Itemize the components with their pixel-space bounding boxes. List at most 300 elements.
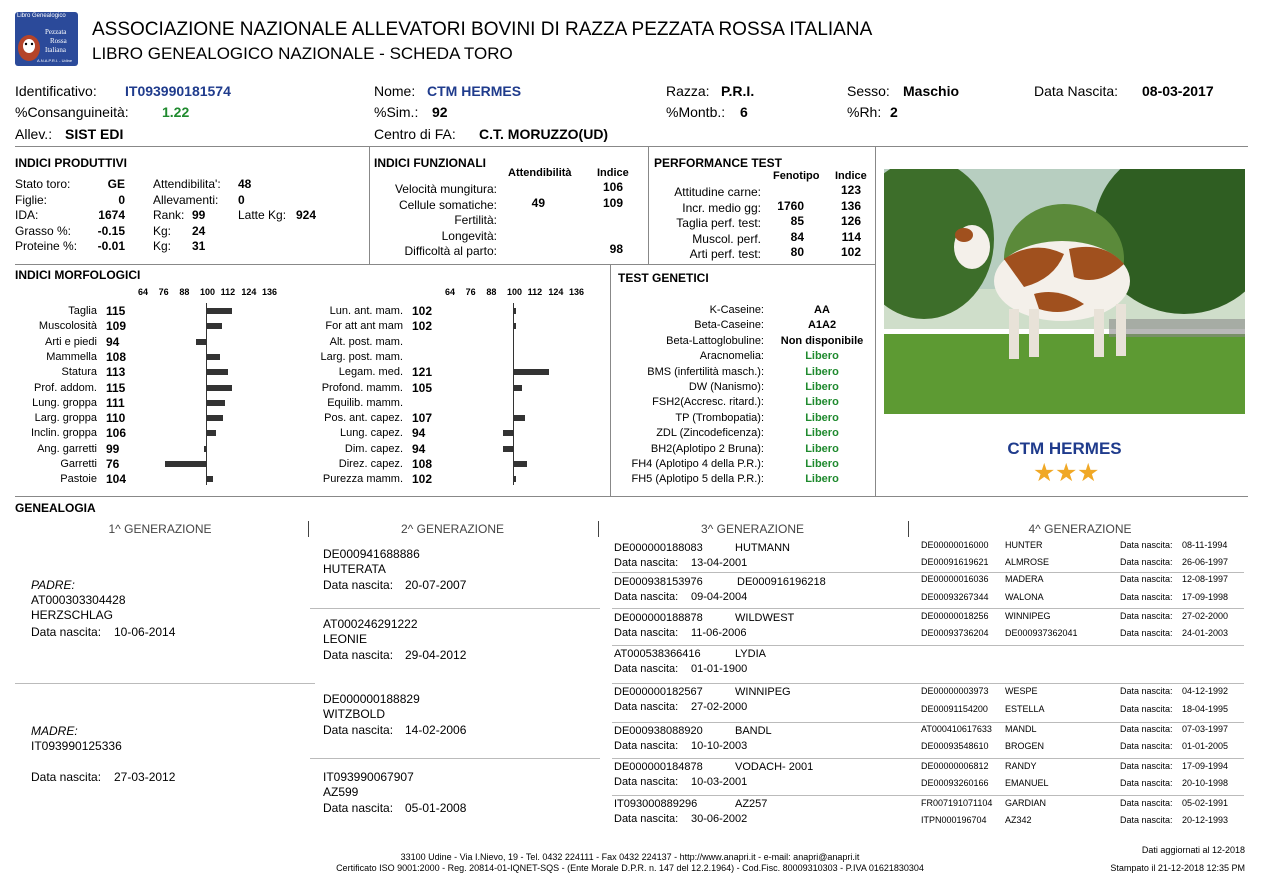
morph-label: Pastoie xyxy=(60,473,97,486)
g4-id: DE00000018256 xyxy=(921,611,989,621)
g4-date-label: Data nascita: xyxy=(1120,778,1173,788)
perf-title: PERFORMANCE TEST xyxy=(654,156,783,170)
g4-date: 04-12-1992 xyxy=(1182,686,1229,696)
morph-tick: 124 xyxy=(241,287,257,297)
morph-value: 94 xyxy=(412,426,426,441)
perf-indice: 136 xyxy=(840,198,861,213)
footer-address: 33100 Udine - Via I.Nievo, 19 - Tel. 0432 224111 - Fax 0432 224137 - http://www.anapri.it - e-mail: anapri@anapri.it xyxy=(400,852,860,862)
g3-date-label: Data nascita: xyxy=(614,627,679,639)
anapri-logo xyxy=(15,12,78,66)
genetic-value: Libero xyxy=(805,411,839,424)
g4-name: MANDL xyxy=(1005,724,1037,734)
nome-value: CTM HERMES xyxy=(427,83,522,99)
morph-value: 109 xyxy=(106,319,127,334)
perf-indice: 123 xyxy=(840,183,861,197)
centro-value: C.T. MORUZZO(UD) xyxy=(479,126,609,142)
genetic-label: Beta-Lattoglobuline: xyxy=(666,334,764,347)
morph-tick: 100 xyxy=(507,287,523,297)
sesso-label: Sesso: xyxy=(847,83,890,99)
g3-name: LYDIA xyxy=(735,648,766,660)
morph-tick: 100 xyxy=(200,287,216,297)
genetic-label: BMS (infertilità masch.): xyxy=(647,365,764,378)
morph-label: Equilib. mamm. xyxy=(327,396,403,409)
razza-label: Razza: xyxy=(666,83,710,99)
g4-date-label: Data nascita: xyxy=(1120,686,1173,696)
morph-bar xyxy=(206,476,213,482)
perf-fenotipo: 85 xyxy=(790,214,804,228)
g3-id: DE000000184878 xyxy=(614,761,703,773)
g2-date-label: Data nascita: xyxy=(323,648,394,662)
morph-bar xyxy=(206,369,228,375)
morph-label: Dim. capez. xyxy=(344,442,403,455)
g3-date-label: Data nascita: xyxy=(614,663,679,675)
funz-title: INDICI FUNZIONALI xyxy=(374,156,486,170)
genetic-value: Libero xyxy=(805,458,839,470)
morph-value: 111 xyxy=(106,395,125,410)
g4-date: 17-09-1994 xyxy=(1182,761,1229,771)
g2-date: 14-02-2006 xyxy=(405,723,467,737)
g4-date-label: Data nascita: xyxy=(1120,724,1173,734)
padre-date-label: Data nascita: xyxy=(31,625,102,639)
morph-label: Alt. post. mam. xyxy=(329,335,403,348)
gen-separator xyxy=(310,758,600,759)
morph-label: Lun. ant. mam. xyxy=(329,305,403,317)
morph-value: 110 xyxy=(106,411,126,426)
morph-tick: 76 xyxy=(158,287,169,297)
g4-date: 26-06-1997 xyxy=(1182,557,1229,567)
prod-label: Stato toro: xyxy=(15,177,71,191)
morph-tick: 64 xyxy=(445,287,456,297)
morph-label: Direz. capez. xyxy=(338,458,403,470)
g4-date-label: Data nascita: xyxy=(1120,557,1173,567)
g2-date: 29-04-2012 xyxy=(405,648,467,662)
genetic-label: FH5 (Aplotipo 5 della P.R.): xyxy=(631,473,764,486)
g3-date: 30-06-2002 xyxy=(691,813,748,825)
morph-value: 94 xyxy=(412,441,426,456)
g4-id: DE00093736204 xyxy=(921,628,989,638)
g3-name: VODACH- 2001 xyxy=(735,761,814,773)
g3-date-label: Data nascita: xyxy=(614,591,679,603)
page-subtitle: LIBRO GENEALOGICO NAZIONALE - SCHEDA TORO xyxy=(92,44,513,63)
cons-value: 1.22 xyxy=(162,104,190,120)
g3-date: 13-04-2001 xyxy=(691,557,748,569)
g4-date: 01-01-2005 xyxy=(1182,741,1229,751)
prod-value: 99 xyxy=(192,208,206,222)
prod-label: Figlie: xyxy=(15,192,48,207)
funz-indice: 98 xyxy=(609,242,623,256)
latte-value: 924 xyxy=(296,208,317,222)
g3-date-label: Data nascita: xyxy=(614,557,679,569)
g4-date-label: Data nascita: xyxy=(1120,592,1173,602)
funz-label: Difficoltà al parto: xyxy=(404,244,497,258)
g2-id: IT093990067907 xyxy=(323,770,414,784)
g4-name: WALONA xyxy=(1005,592,1044,602)
morph-label: Arti e piedi xyxy=(45,335,97,348)
razza-value: P.R.I. xyxy=(721,83,755,99)
morph-bar xyxy=(503,430,513,436)
genetic-value: Libero xyxy=(805,381,839,393)
sim-label: %Sim.: xyxy=(374,104,419,120)
funz-indice: 106 xyxy=(602,180,623,194)
g2-date: 05-01-2008 xyxy=(405,801,467,815)
morph-label: Lung. capez. xyxy=(340,427,403,440)
g3-name: DE000916196218 xyxy=(737,576,826,588)
g3-date: 27-02-2000 xyxy=(691,701,748,713)
g3-name: AZ257 xyxy=(735,798,768,810)
prod-label: Kg: xyxy=(153,223,172,238)
funz-label: Longevità: xyxy=(441,228,497,243)
morph-axis xyxy=(206,303,207,485)
g2-name: LEONIE xyxy=(323,632,368,646)
morph-tick: 112 xyxy=(220,287,236,297)
g4-id: DE00000016000 xyxy=(921,540,989,550)
prod-value: -0.01 xyxy=(97,239,125,253)
morph-label: Mammella xyxy=(46,350,97,363)
morph-value: 107 xyxy=(412,411,433,426)
g3-date: 11-06-2006 xyxy=(691,627,747,639)
g4-date: 05-02-1991 xyxy=(1182,798,1229,808)
perf-label: Muscol. perf. xyxy=(692,231,761,246)
prod-value: 48 xyxy=(238,177,252,191)
g4-name: HUNTER xyxy=(1005,540,1043,550)
morph-bar xyxy=(206,430,216,436)
g4-id: DE00000003973 xyxy=(921,686,989,696)
g4-id: DE00091154200 xyxy=(921,704,988,714)
gen-column-title: 1^ GENERAZIONE xyxy=(108,522,212,536)
g4-id: DE00000016036 xyxy=(921,574,989,584)
allev-label: Allev.: xyxy=(15,126,53,142)
padre-name: HERZSCHLAG xyxy=(31,608,114,622)
morph-value: 108 xyxy=(412,457,433,471)
gen-column-title: 4^ GENERAZIONE xyxy=(1028,522,1132,536)
star-icon: ★ xyxy=(1055,459,1078,487)
rh-value: 2 xyxy=(890,104,898,120)
footer-printed: Stampato il 21-12-2018 12:35 PM xyxy=(1110,863,1245,873)
g4-name: WINNIPEG xyxy=(1005,611,1051,621)
morph-tick: 136 xyxy=(262,287,278,297)
morph-value: 102 xyxy=(412,472,433,487)
g4-name: MADERA xyxy=(1005,574,1044,584)
g4-id: DE00093260166 xyxy=(921,778,989,788)
padre-date: 10-06-2014 xyxy=(114,625,176,639)
prod-value: 0 xyxy=(118,192,125,207)
prod-label: IDA: xyxy=(15,208,39,222)
g3-name: BANDL xyxy=(735,725,772,737)
genetic-label: FH4 (Aplotipo 4 della P.R.): xyxy=(631,458,764,470)
prod-label: Rank: xyxy=(153,208,185,222)
centro-label: Centro di FA: xyxy=(374,126,456,142)
prod-value: 0 xyxy=(238,192,245,207)
morph-label: Muscolosità xyxy=(38,320,97,333)
sim-value: 92 xyxy=(432,104,448,120)
g3-date: 09-04-2004 xyxy=(691,591,748,603)
morph-label: Lung. groppa xyxy=(32,396,97,409)
g3-id: DE000000182567 xyxy=(614,686,703,698)
g4-id: DE00093267344 xyxy=(921,592,989,602)
footer-updated: Dati aggiornati al 12-2018 xyxy=(1141,845,1245,855)
gen-separator xyxy=(612,645,1244,646)
morph-axis xyxy=(513,303,514,485)
g4-id: DE00000006812 xyxy=(921,761,989,771)
genetic-label: BH2(Aplotipo 2 Bruna): xyxy=(650,442,764,455)
prod-value: 31 xyxy=(192,239,206,253)
morph-value: 105 xyxy=(412,380,433,395)
nascita-label: Data Nascita: xyxy=(1034,83,1119,99)
morph-tick: 88 xyxy=(179,287,190,297)
morph-bar xyxy=(196,339,206,345)
prod-label: Grasso %: xyxy=(15,223,72,238)
morph-label: Taglia xyxy=(68,305,97,317)
g4-name: AZ342 xyxy=(1005,815,1032,825)
logo-footer: A.N.A.P.R.I. - Udine xyxy=(37,58,73,63)
funz-label: Fertilità: xyxy=(454,213,497,227)
sesso-value: Maschio xyxy=(903,83,960,99)
perf-col-indice: Indice xyxy=(835,170,867,182)
morph-label: Pos. ant. capez. xyxy=(324,412,403,425)
g4-date: 20-12-1993 xyxy=(1182,815,1229,825)
morph-tick: 64 xyxy=(138,287,149,297)
g4-id: AT000410617633 xyxy=(921,724,992,734)
genetic-value: Libero xyxy=(805,396,839,409)
g2-date-label: Data nascita: xyxy=(323,723,394,737)
morph-label: For att ant mam xyxy=(325,320,403,333)
g3-id: DE000938153976 xyxy=(614,576,703,588)
perf-indice: 102 xyxy=(840,245,861,259)
gen-separator xyxy=(612,572,1244,573)
g4-date-label: Data nascita: xyxy=(1120,611,1173,621)
madre-id: IT093990125336 xyxy=(31,739,122,753)
genetic-title: TEST GENETICI xyxy=(618,271,709,285)
gen-column-title: 3^ GENERAZIONE xyxy=(701,522,804,536)
perf-fenotipo: 1760 xyxy=(777,198,804,213)
prod-label: Allevamenti: xyxy=(153,192,219,207)
gen-column-title: 2^ GENERAZIONE xyxy=(401,522,504,536)
nascita-value: 08-03-2017 xyxy=(1142,83,1214,99)
g3-date-label: Data nascita: xyxy=(614,776,679,788)
logo-caption: Libro Genealogico xyxy=(17,13,66,19)
prod-value: 24 xyxy=(192,223,206,238)
g2-id: AT000246291222 xyxy=(323,617,418,631)
g4-name: GARDIAN xyxy=(1005,798,1047,808)
gen-divider xyxy=(598,521,599,537)
rh-label: %Rh: xyxy=(847,104,882,120)
g4-date-label: Data nascita: xyxy=(1120,540,1173,550)
prod-value: 1674 xyxy=(98,208,125,222)
genetic-value: A1A2 xyxy=(807,319,837,332)
g3-id: AT000538366416 xyxy=(614,648,701,660)
morph-bar xyxy=(165,461,206,467)
montb-value: 6 xyxy=(740,104,748,120)
g2-id: DE000000188829 xyxy=(323,692,420,706)
morph-label: Legam. med. xyxy=(338,366,403,379)
star-icon: ★ xyxy=(1033,459,1056,487)
g2-date-label: Data nascita: xyxy=(323,801,394,815)
genetic-label: TP (Trombopatia): xyxy=(675,411,764,424)
gen-separator xyxy=(612,683,1244,684)
perf-indice: 126 xyxy=(840,214,861,228)
montb-label: %Montb.: xyxy=(666,104,726,120)
g4-date: 20-10-1998 xyxy=(1182,778,1229,788)
g4-id: DE00093548610 xyxy=(921,741,989,751)
ident-label: Identificativo: xyxy=(15,83,97,99)
morph-tick: 136 xyxy=(569,287,585,297)
perf-label: Attitudine carne: xyxy=(674,185,761,199)
g4-date-label: Data nascita: xyxy=(1120,574,1173,584)
genetic-value: Libero xyxy=(805,350,839,363)
g3-id: DE000938088920 xyxy=(614,725,703,737)
g4-name: DE000937362041 xyxy=(1005,628,1078,638)
perf-indice: 114 xyxy=(841,229,861,244)
g4-name: ALMROSE xyxy=(1005,557,1050,567)
g3-id: DE000000188878 xyxy=(614,612,703,624)
g3-date-label: Data nascita: xyxy=(614,701,679,713)
g4-date: 27-02-2000 xyxy=(1182,611,1229,621)
logo-word: Italiana xyxy=(45,46,66,54)
g4-date: 24-01-2003 xyxy=(1182,628,1229,638)
genetic-value: Libero xyxy=(805,442,839,455)
morph-label: Statura xyxy=(61,366,97,379)
genetic-value: Libero xyxy=(805,427,839,440)
perf-label: Taglia perf. test: xyxy=(676,216,761,230)
g4-date: 17-09-1998 xyxy=(1182,592,1229,602)
genetic-value: Non disponibile xyxy=(780,334,864,347)
g3-id: IT093000889296 xyxy=(614,798,698,810)
genetic-label: ZDL (Zincodeficenza): xyxy=(656,427,764,440)
g4-name: EMANUEL xyxy=(1005,778,1049,788)
latte-label: Latte Kg: xyxy=(238,208,287,222)
morph-value: 94 xyxy=(106,334,120,349)
g2-name: WITZBOLD xyxy=(323,707,385,721)
morph-value: 104 xyxy=(106,472,127,487)
prod-label: Kg: xyxy=(153,239,172,253)
morph-bar xyxy=(513,476,516,482)
prod-label: Attendibilita': xyxy=(153,177,221,191)
morph-bar xyxy=(513,308,516,314)
allev-value: SIST EDI xyxy=(65,126,124,142)
g2-date: 20-07-2007 xyxy=(405,578,467,592)
g3-date-label: Data nascita: xyxy=(614,813,679,825)
g3-name: HUTMANN xyxy=(735,542,790,554)
gen-separator xyxy=(612,608,1244,609)
prod-title: INDICI PRODUTTIVI xyxy=(15,156,128,170)
morph-bar xyxy=(513,385,522,391)
morph-bar xyxy=(206,354,220,360)
morph-bar xyxy=(204,446,207,452)
ident-value: IT093990181574 xyxy=(125,83,231,99)
gen-separator xyxy=(612,795,1244,796)
prod-value: GE xyxy=(107,177,125,191)
morph-label: Larg. groppa xyxy=(34,412,97,425)
morph-value: 99 xyxy=(106,441,120,456)
perf-fenotipo: 80 xyxy=(790,245,804,259)
bull-name: CTM HERMES xyxy=(1007,439,1122,458)
funz-col-indice: Indice xyxy=(597,167,629,179)
morph-label: Ang. garretti xyxy=(37,442,97,455)
morph-value: 102 xyxy=(412,304,433,318)
bull-photo xyxy=(884,169,1245,414)
morph-value: 106 xyxy=(106,426,127,441)
morph-bar xyxy=(503,446,513,452)
morph-bar xyxy=(513,415,525,421)
genetic-value: Libero xyxy=(805,365,839,378)
perf-label: Arti perf. test: xyxy=(689,247,761,261)
funz-label: Cellule somatiche: xyxy=(398,197,497,212)
perf-fenotipo: 84 xyxy=(790,229,804,244)
g4-id: ITPN000196704 xyxy=(921,815,987,825)
g3-date: 10-03-2001 xyxy=(691,776,748,788)
morph-value: 108 xyxy=(106,349,127,364)
morph-bar xyxy=(206,415,223,421)
g4-date: 18-04-1995 xyxy=(1182,704,1229,714)
logo-word: Pezzata xyxy=(45,28,67,36)
morph-label: Profond. mamm. xyxy=(321,381,403,394)
g4-date-label: Data nascita: xyxy=(1120,761,1173,771)
funz-indice: 109 xyxy=(602,195,623,210)
g3-name: WINNIPEG xyxy=(735,686,791,698)
genetic-label: Aracnomelia: xyxy=(699,350,764,363)
morph-value: 113 xyxy=(106,365,126,380)
padre-label: PADRE: xyxy=(31,578,75,592)
funz-label: Velocità mungitura: xyxy=(394,182,497,196)
g4-date-label: Data nascita: xyxy=(1120,798,1173,808)
perf-label: Incr. medio gg: xyxy=(682,200,761,215)
gen-divider xyxy=(308,521,309,537)
morph-value: 115 xyxy=(106,304,126,318)
prod-label: Proteine %: xyxy=(15,239,78,253)
logo-word: Rossa xyxy=(50,37,67,45)
page-title: ASSOCIAZIONE NAZIONALE ALLEVATORI BOVINI DI RAZZA PEZZATA ROSSA ITALIANA xyxy=(92,19,873,40)
g4-date-label: Data nascita: xyxy=(1120,628,1173,638)
morph-value: 115 xyxy=(106,380,126,395)
genetic-label: FSH2(Accresc. ritard.): xyxy=(652,396,764,409)
g4-date: 07-03-1997 xyxy=(1182,724,1229,734)
madre-date-label: Data nascita: xyxy=(31,770,102,784)
gen-separator xyxy=(612,722,1244,723)
morph-bar xyxy=(206,400,225,406)
g4-date: 08-11-1994 xyxy=(1182,540,1228,550)
morph-label: Prof. addom. xyxy=(34,381,97,394)
funz-col-attendibilita: Attendibilità xyxy=(508,167,572,179)
morph-bar xyxy=(206,323,222,329)
morph-label: Inclin. groppa xyxy=(30,427,97,440)
morph-label: Garretti xyxy=(60,458,97,470)
morph-tick: 112 xyxy=(527,287,543,297)
g4-name: RANDY xyxy=(1005,761,1037,771)
morph-title: INDICI MORFOLOGICI xyxy=(15,268,141,282)
g2-name: HUTERATA xyxy=(323,562,386,576)
genetic-value: Libero xyxy=(805,473,839,486)
morph-bar xyxy=(513,369,549,375)
genetic-value: AA xyxy=(814,304,830,316)
g3-name: WILDWEST xyxy=(735,612,795,624)
morph-value: 76 xyxy=(106,457,120,471)
g4-id: DE00091619621 xyxy=(921,557,989,567)
nome-label: Nome: xyxy=(374,83,416,99)
gen-divider xyxy=(908,521,909,537)
g4-date: 12-08-1997 xyxy=(1182,574,1229,584)
morph-label: Larg. post. mam. xyxy=(320,350,403,363)
morph-label: Purezza mamm. xyxy=(322,473,403,486)
gen-separator xyxy=(612,758,1244,759)
genetic-label: Beta-Caseine: xyxy=(694,319,764,332)
footer-certification: Certificato ISO 9001:2000 - Reg. 20814-01-IQNET-SQS - (Ente Morale D.P.R. n. 147 del 12.2.1964) - Cod.Fisc. 80009310303 - P.IVA 01621830304 xyxy=(336,863,924,873)
g4-name: WESPE xyxy=(1005,686,1038,696)
g4-date-label: Data nascita: xyxy=(1120,741,1173,751)
morph-bar xyxy=(206,308,232,314)
g2-date-label: Data nascita: xyxy=(323,578,394,592)
g3-date: 10-10-2003 xyxy=(691,740,748,752)
g4-date-label: Data nascita: xyxy=(1120,815,1173,825)
